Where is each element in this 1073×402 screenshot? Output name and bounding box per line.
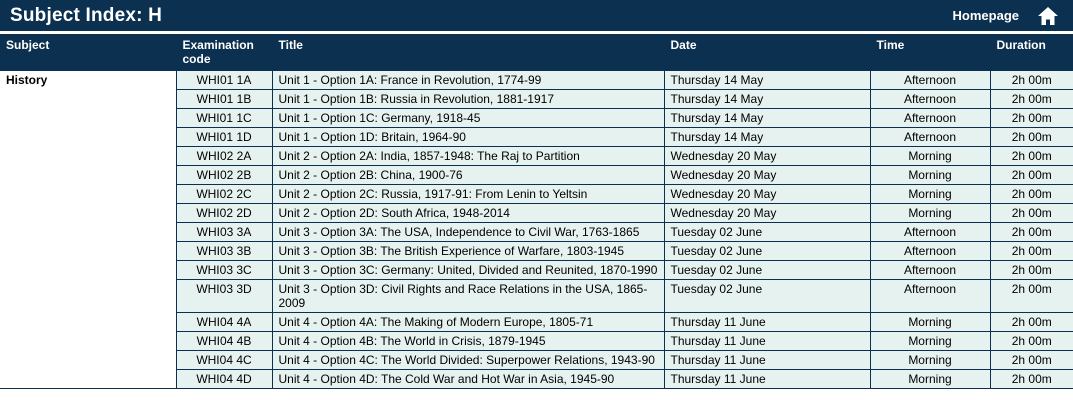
time-cell: Morning bbox=[870, 166, 990, 185]
examination-code-cell: WHI04 4A bbox=[176, 313, 272, 332]
title-cell: Unit 2 - Option 2B: China, 1900-76 bbox=[272, 166, 664, 185]
duration-cell: 2h 00m bbox=[990, 261, 1073, 280]
column-header-duration: Duration bbox=[990, 34, 1073, 71]
page-header bbox=[0, 0, 1073, 34]
examination-code-cell: WHI02 2C bbox=[176, 185, 272, 204]
title-cell: Unit 2 - Option 2A: India, 1857-1948: The Raj to Partition bbox=[272, 147, 664, 166]
date-cell: Thursday 14 May bbox=[664, 90, 870, 109]
duration-cell: 2h 00m bbox=[990, 166, 1073, 185]
duration-cell: 2h 00m bbox=[990, 370, 1073, 389]
date-cell: Tuesday 02 June bbox=[664, 280, 870, 313]
title-cell: Unit 3 - Option 3C: Germany: United, Divided and Reunited, 1870-1990 bbox=[272, 261, 664, 280]
date-cell: Thursday 11 June bbox=[664, 313, 870, 332]
title-cell: Unit 1 - Option 1B: Russia in Revolution, 1881-1917 bbox=[272, 90, 664, 109]
column-header-examination-code-line2: code bbox=[182, 52, 211, 66]
date-cell: Thursday 11 June bbox=[664, 370, 870, 389]
time-cell: Afternoon bbox=[870, 109, 990, 128]
time-cell: Morning bbox=[870, 313, 990, 332]
date-cell: Thursday 14 May bbox=[664, 128, 870, 147]
time-cell: Morning bbox=[870, 204, 990, 223]
duration-cell: 2h 00m bbox=[990, 147, 1073, 166]
table-header bbox=[0, 34, 1073, 71]
time-cell: Afternoon bbox=[870, 128, 990, 147]
time-cell: Afternoon bbox=[870, 71, 990, 90]
homepage-link[interactable]: Homepage bbox=[952, 8, 1019, 23]
title-cell: Unit 2 - Option 2C: Russia, 1917-91: From Lenin to Yeltsin bbox=[272, 185, 664, 204]
time-cell: Morning bbox=[870, 147, 990, 166]
subject-cell: History bbox=[0, 71, 176, 389]
examination-code-cell: WHI03 3A bbox=[176, 223, 272, 242]
time-cell: Morning bbox=[870, 351, 990, 370]
examination-code-cell: WHI01 1D bbox=[176, 128, 272, 147]
duration-cell: 2h 00m bbox=[990, 332, 1073, 351]
duration-cell: 2h 00m bbox=[990, 109, 1073, 128]
time-cell: Afternoon bbox=[870, 242, 990, 261]
date-cell: Thursday 11 June bbox=[664, 351, 870, 370]
duration-cell: 2h 00m bbox=[990, 351, 1073, 370]
page-title: Subject Index: H bbox=[10, 4, 163, 26]
duration-cell: 2h 00m bbox=[990, 242, 1073, 261]
table-row bbox=[0, 71, 1073, 90]
duration-cell: 2h 00m bbox=[990, 223, 1073, 242]
column-header-examination-code bbox=[176, 34, 272, 71]
date-cell: Wednesday 20 May bbox=[664, 147, 870, 166]
date-cell: Tuesday 02 June bbox=[664, 223, 870, 242]
duration-cell: 2h 00m bbox=[990, 90, 1073, 109]
header-actions bbox=[953, 6, 1059, 26]
column-header-time: Time bbox=[870, 34, 990, 71]
duration-cell: 2h 00m bbox=[990, 128, 1073, 147]
examination-code-cell: WHI02 2A bbox=[176, 147, 272, 166]
time-cell: Afternoon bbox=[870, 261, 990, 280]
examination-code-cell: WHI01 1C bbox=[176, 109, 272, 128]
table-header-row bbox=[0, 34, 1073, 71]
title-cell: Unit 4 - Option 4B: The World in Crisis, 1879-1945 bbox=[272, 332, 664, 351]
duration-cell: 2h 00m bbox=[990, 313, 1073, 332]
title-cell: Unit 3 - Option 3B: The British Experience of Warfare, 1803-1945 bbox=[272, 242, 664, 261]
time-cell: Afternoon bbox=[870, 90, 990, 109]
column-header-examination-code-line1: Examination bbox=[182, 38, 254, 52]
date-cell: Thursday 14 May bbox=[664, 109, 870, 128]
title-cell: Unit 1 - Option 1A: France in Revolution, 1774-99 bbox=[272, 71, 664, 90]
examination-code-cell: WHI03 3C bbox=[176, 261, 272, 280]
title-cell: Unit 4 - Option 4D: The Cold War and Hot War in Asia, 1945-90 bbox=[272, 370, 664, 389]
examination-code-cell: WHI03 3D bbox=[176, 280, 272, 313]
date-cell: Thursday 11 June bbox=[664, 332, 870, 351]
examination-code-cell: WHI03 3B bbox=[176, 242, 272, 261]
date-cell: Thursday 14 May bbox=[664, 71, 870, 90]
title-cell: Unit 4 - Option 4C: The World Divided: Superpower Relations, 1943-90 bbox=[272, 351, 664, 370]
duration-cell: 2h 00m bbox=[990, 280, 1073, 313]
duration-cell: 2h 00m bbox=[990, 71, 1073, 90]
duration-cell: 2h 00m bbox=[990, 185, 1073, 204]
table-body bbox=[0, 71, 1073, 389]
duration-cell: 2h 00m bbox=[990, 204, 1073, 223]
date-cell: Wednesday 20 May bbox=[664, 204, 870, 223]
column-header-date: Date bbox=[664, 34, 870, 71]
examination-code-cell: WHI01 1A bbox=[176, 71, 272, 90]
title-cell: Unit 2 - Option 2D: South Africa, 1948-2014 bbox=[272, 204, 664, 223]
column-header-title: Title bbox=[272, 34, 664, 71]
title-cell: Unit 1 - Option 1C: Germany, 1918-45 bbox=[272, 109, 664, 128]
time-cell: Morning bbox=[870, 332, 990, 351]
date-cell: Tuesday 02 June bbox=[664, 242, 870, 261]
title-cell: Unit 4 - Option 4A: The Making of Modern Europe, 1805-71 bbox=[272, 313, 664, 332]
examination-code-cell: WHI02 2D bbox=[176, 204, 272, 223]
examination-code-cell: WHI04 4D bbox=[176, 370, 272, 389]
examination-code-cell: WHI01 1B bbox=[176, 90, 272, 109]
date-cell: Tuesday 02 June bbox=[664, 261, 870, 280]
title-cell: Unit 1 - Option 1D: Britain, 1964-90 bbox=[272, 128, 664, 147]
home-icon[interactable] bbox=[1037, 6, 1059, 26]
examination-code-cell: WHI04 4B bbox=[176, 332, 272, 351]
date-cell: Wednesday 20 May bbox=[664, 185, 870, 204]
time-cell: Afternoon bbox=[870, 223, 990, 242]
column-header-subject: Subject bbox=[0, 34, 176, 71]
time-cell: Morning bbox=[870, 185, 990, 204]
examination-code-cell: WHI04 4C bbox=[176, 351, 272, 370]
time-cell: Morning bbox=[870, 370, 990, 389]
time-cell: Afternoon bbox=[870, 280, 990, 313]
title-cell: Unit 3 - Option 3D: Civil Rights and Race Relations in the USA, 1865-2009 bbox=[272, 280, 664, 313]
date-cell: Wednesday 20 May bbox=[664, 166, 870, 185]
title-cell: Unit 3 - Option 3A: The USA, Independence to Civil War, 1763-1865 bbox=[272, 223, 664, 242]
examination-code-cell: WHI02 2B bbox=[176, 166, 272, 185]
subject-index-table bbox=[0, 34, 1073, 389]
